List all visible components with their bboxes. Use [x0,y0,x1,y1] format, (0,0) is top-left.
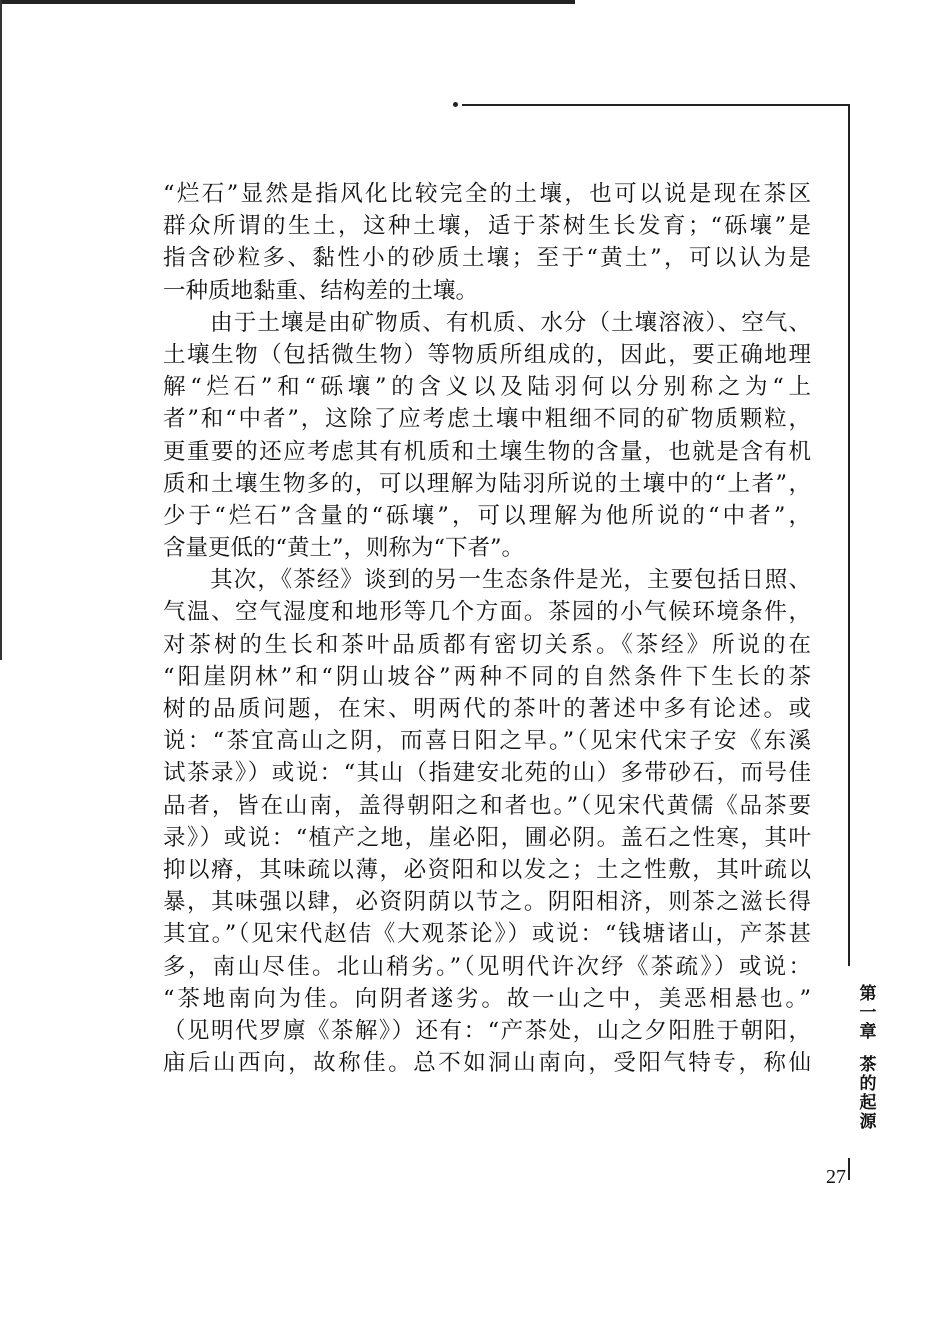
side-label-gap [856,1042,880,1056]
text-line: 抑以瘠，其味疏以薄，必资阳和以发之；土之性敷，其叶疏以 [163,856,811,883]
text-line: 其次，《茶经》谈到的另一生态条件是光，主要包括日照、 [163,567,811,594]
top-scan-rule [0,0,575,4]
text-line: 者”和“中者”，这除了应考虑土壤中粗细不同的矿物质颗粒， [163,406,811,433]
paragraph-2 [163,307,811,565]
text-line: 品者，皆在山南，盖得朝阳之和者也。”（见宋代黄儒《品茶要 [163,792,811,819]
chapter-title-char: 的 [859,1074,877,1094]
frame-right-rule-lower [848,1158,850,1180]
text-line: 说：“茶宜高山之阴，而喜日阳之早。”（见宋代宋子安《东溪 [163,728,811,755]
text-line: 树的品质问题，在宋、明两代的茶叶的著述中多有论述。或 [163,696,811,722]
text-line: 土壤生物（包括微生物）等物质所组成的，因此，要正确地理 [163,341,811,368]
text-line: （见明代罗廪《茶解》）还有：“产茶处，山之夕阳胜于朝阳， [163,1017,811,1044]
page-number: 27 [826,1166,846,1188]
text-line: 指含砂粒多、黏性小的砂质土壤；至于“黄土”，可以认为是 [163,245,811,272]
text-line: 一种质地黏重、结构差的土壤。 [163,277,479,304]
chapter-title-char: 茶 [859,1055,877,1075]
text-line: 质和土壤生物多的，可以理解为陆羽所说的土壤中的“上者”， [163,470,811,497]
text-line: 庙后山西向，故称佳。总不如洞山南向，受阳气特专，称仙 [163,1050,811,1077]
chapter-char: 章 [859,1022,877,1042]
chapter-side-label [856,985,880,1132]
frame-right-rule [848,104,850,966]
text-line: 其宜。”（见宋代赵佶《大观茶论》）或说：“钱塘诸山，产茶甚 [163,921,811,948]
text-line: 少于“烂石”含量的“砾壤”，可以理解为他所说的“中者”， [163,502,811,529]
paragraph-1 [163,178,811,307]
text-line: “阳崖阴林”和“阴山坡谷”两种不同的自然条件下生长的茶 [163,663,811,690]
text-line: 对茶树的生长和茶叶品质都有密切关系。《茶经》所说的在 [163,631,811,658]
text-line: “烂石”显然是指风化比较完全的土壤，也可以说是现在茶区 [163,181,811,207]
text-line: 解“烂石”和“砾壤”的含义以及陆羽何以分别称之为“上 [163,374,811,401]
chapter-title-char: 起 [859,1093,877,1113]
paragraph-3 [163,564,811,1079]
text-line: 更重要的还应考虑其有机质和土壤生物的含量，也就是含有机 [163,438,811,465]
chapter-char: 一 [859,1003,877,1023]
text-line: 多，南山尽佳。北山稍劣。”（见明代许次纾《茶疏》）或说： [163,953,811,980]
text-line: 群众所谓的生土，这种土壤，适于茶树生长发育；“砾壤”是 [163,213,811,240]
chapter-title-char: 源 [859,1112,877,1132]
frame-top-rule [462,104,850,106]
text-line: 录》）或说：“植产之地，崖必阳，圃必阴。盖石之性寒，其叶 [163,824,811,851]
frame-corner-dot [453,102,458,107]
left-page-edge [0,0,2,660]
chapter-char: 第 [859,984,877,1004]
text-line: 暴，其味强以肆，必资阴荫以节之。阴阳相济，则茶之滋长得 [163,889,811,916]
text-line: 气温、空气湿度和地形等几个方面。茶园的小气候环境条件， [163,599,811,626]
text-line: 含量更低的“黄土”，则称为“下者”。 [163,535,525,562]
text-line: 试茶录》）或说：“其山（指建安北苑的山）多带砂石，而号佳 [163,760,811,787]
text-line: “茶地南向为佳。向阴者遂劣。故一山之中，美恶相悬也。” [163,985,811,1012]
body-text [163,178,811,1079]
text-line: 由于土壤是由矿物质、有机质、水分（土壤溶液）、空气、 [163,309,811,336]
